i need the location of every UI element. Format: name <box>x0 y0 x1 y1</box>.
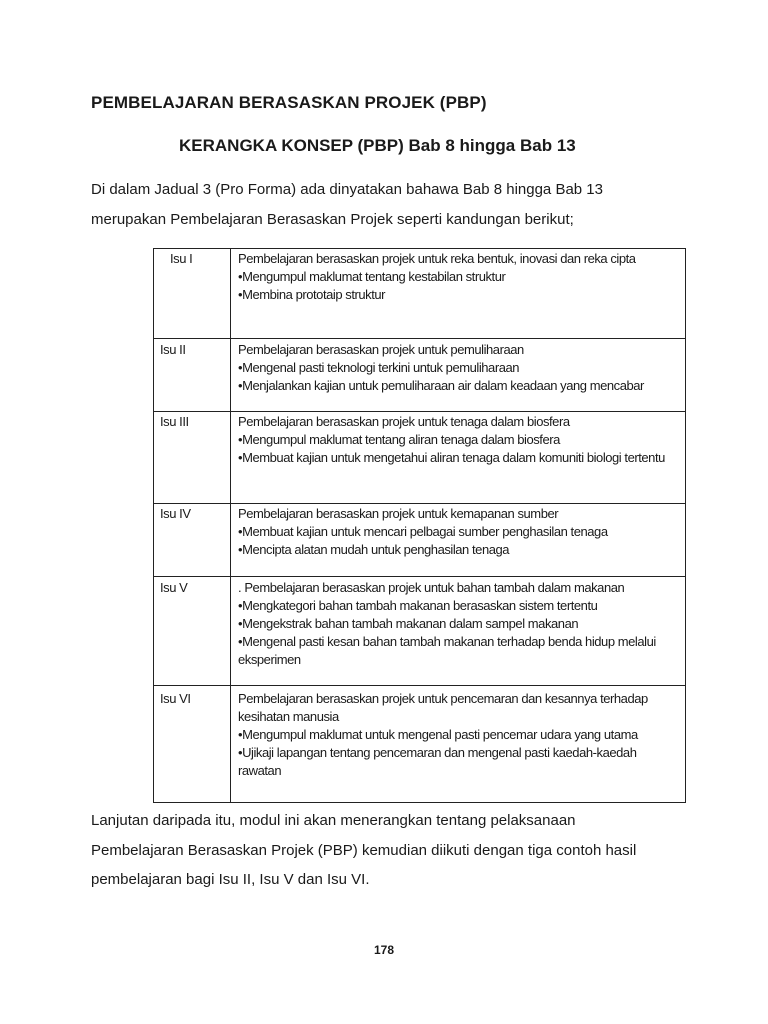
issue-line: . Pembelajaran berasaskan projek untuk bahan tambah dalam makanan <box>238 580 625 595</box>
outro-line: Pembelajaran Berasaskan Projek (PBP) kemudian diikuti dengan tiga contoh hasil <box>91 841 637 859</box>
issue-description <box>231 686 686 803</box>
issue-description <box>231 339 686 412</box>
issue-line: •Membina prototaip struktur <box>238 287 386 302</box>
table-row <box>154 339 686 412</box>
issue-line: Pembelajaran berasaskan projek untuk pencemaran dan kesannya terhadap kesihatan manusia <box>238 691 648 724</box>
issue-description <box>231 249 686 339</box>
issue-label: Isu II <box>154 339 231 412</box>
issue-line: Pembelajaran berasaskan projek untuk kemapanan sumber <box>238 506 559 521</box>
issue-line: •Mencipta alatan mudah untuk penghasilan tenaga <box>238 542 510 557</box>
table-row <box>154 504 686 577</box>
issue-label: Isu III <box>154 412 231 504</box>
issue-line: •Mengenal pasti teknologi terkini untuk pemuliharaan <box>238 360 520 375</box>
table-row <box>154 686 686 803</box>
intro-line: merupakan Pembelajaran Berasaskan Projek seperti kandungan berikut; <box>91 210 574 228</box>
issue-line: •Mengumpul maklumat tentang kestabilan struktur <box>238 269 506 284</box>
intro-paragraph <box>91 175 691 234</box>
table-row <box>154 412 686 504</box>
issue-label: Isu I <box>154 249 231 339</box>
issue-line: •Membuat kajian untuk mengetahui aliran tenaga dalam komuniti biologi tertentu <box>238 450 665 465</box>
issue-description <box>231 577 686 686</box>
issues-table <box>153 248 686 803</box>
issue-label: Isu V <box>154 577 231 686</box>
page-title: PEMBELAJARAN BERASASKAN PROJEK (PBP) <box>91 93 487 112</box>
issue-line: Pembelajaran berasaskan projek untuk reka bentuk, inovasi dan reka cipta <box>238 251 636 266</box>
issue-line: •Mengkategori bahan tambah makanan berasaskan sistem tertentu <box>238 598 598 613</box>
issue-line: •Menjalankan kajian untuk pemuliharaan air dalam keadaan yang mencabar <box>238 378 644 393</box>
issue-line: •Mengekstrak bahan tambah makanan dalam sampel makanan <box>238 616 579 631</box>
issue-line: •Mengumpul maklumat untuk mengenal pasti pencemar udara yang utama <box>238 727 638 742</box>
issue-line: •Membuat kajian untuk mencari pelbagai sumber penghasilan tenaga <box>238 524 608 539</box>
page-subtitle: KERANGKA KONSEP (PBP) Bab 8 hingga Bab 13 <box>179 136 576 155</box>
issue-label: Isu VI <box>154 686 231 803</box>
issue-line: Pembelajaran berasaskan projek untuk tenaga dalam biosfera <box>238 414 570 429</box>
page-number: 178 <box>373 943 395 957</box>
issue-label: Isu IV <box>154 504 231 577</box>
issue-description <box>231 412 686 504</box>
issue-line: Pembelajaran berasaskan projek untuk pemuliharaan <box>238 342 524 357</box>
issue-line: •Mengenal pasti kesan bahan tambah makanan terhadap benda hidup melalui eksperimen <box>238 634 656 667</box>
issue-description <box>231 504 686 577</box>
outro-paragraph <box>91 806 691 895</box>
issue-line: •Mengumpul maklumat tentang aliran tenaga dalam biosfera <box>238 432 560 447</box>
table-row <box>154 577 686 686</box>
outro-line: pembelajaran bagi Isu II, Isu V dan Isu VI. <box>91 871 370 888</box>
intro-line: Di dalam Jadual 3 (Pro Forma) ada dinyatakan bahawa Bab 8 hingga Bab 13 <box>91 181 603 198</box>
outro-line: Lanjutan daripada itu, modul ini akan menerangkan tentang pelaksanaan <box>91 812 576 829</box>
table-row <box>154 249 686 339</box>
issue-line: •Ujikaji lapangan tentang pencemaran dan mengenal pasti kaedah-kaedah rawatan <box>238 745 637 778</box>
